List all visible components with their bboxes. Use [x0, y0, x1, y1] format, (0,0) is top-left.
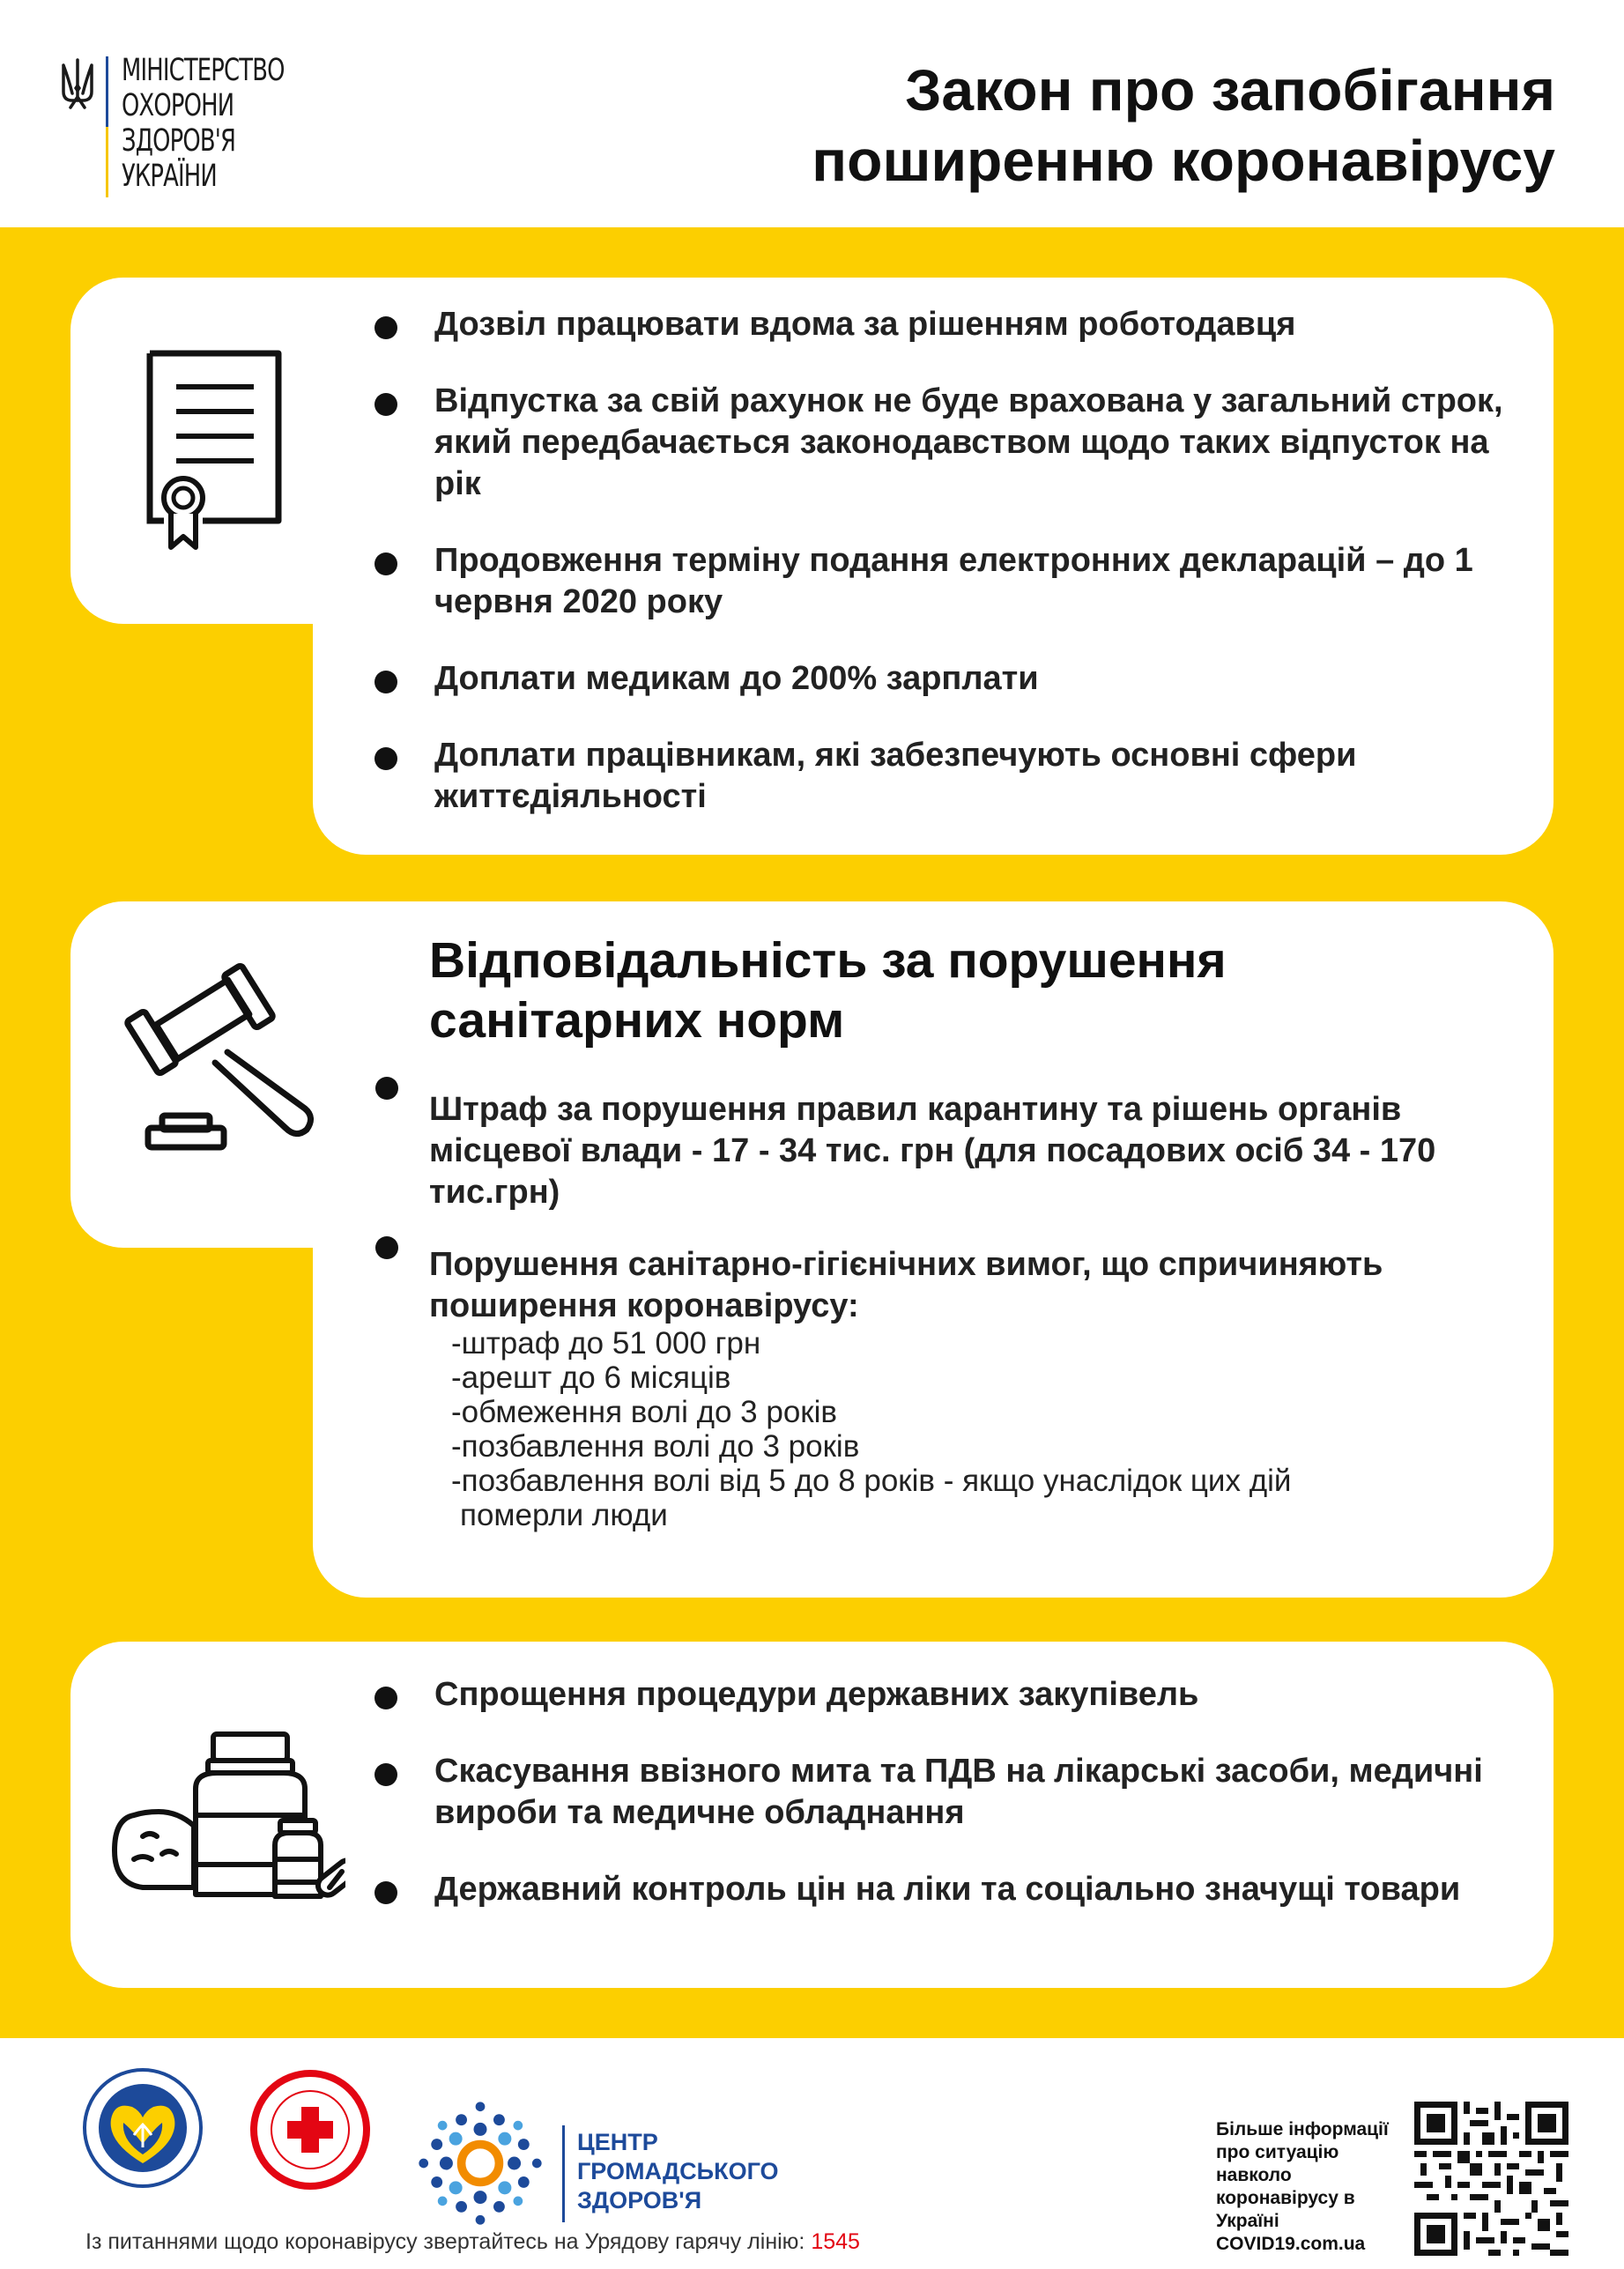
groceries-medicine-icon [108, 1727, 345, 1903]
penalty-item: -позбавлення волі від 5 до 8 років - якщо унаслідок цих дій [451, 1464, 1292, 1498]
hotline-note [85, 2229, 860, 2255]
list-item-text: Відпустка за свій рахунок не буде врахована у загальний строк, який передбачається законодавством щодо таких відпусток на рік [434, 382, 1503, 502]
bullet-icon [375, 1236, 398, 1259]
cgz-divider [562, 2125, 565, 2222]
page-title [812, 55, 1555, 196]
list-item-text: Скасування ввізного мита та ПДВ на лікарські засоби, медичні вироби та медичне обладнання [434, 1753, 1483, 1831]
certificate-document-icon [139, 348, 289, 551]
website-link[interactable]: COVID19.com.ua [1216, 2234, 1366, 2254]
penalty-list [429, 1326, 1522, 1532]
page-header [0, 0, 1624, 227]
list-item-text: Доплати працівникам, які забезпечують основні сфери життєдіяльності [434, 737, 1357, 815]
heading-line: Відповідальність за порушення [429, 932, 1227, 989]
list-item [374, 735, 1520, 818]
ministry-line: УКРАЇНИ [122, 159, 217, 194]
penalty-item: -обмеження волі до 3 років [451, 1395, 837, 1429]
public-health-center-logo-icon [414, 2097, 546, 2229]
list-item [374, 304, 1520, 345]
list-item [374, 658, 1520, 700]
list-item [374, 381, 1520, 505]
bullet-icon [374, 1687, 397, 1709]
ministry-line: МІНІСТЕРСТВО [122, 53, 285, 88]
section-2-heading [429, 931, 1539, 1050]
penalty-item-continuation: померли люди [460, 1498, 668, 1532]
list-item [374, 1674, 1520, 1716]
penalty-item: -штраф до 51 000 грн [451, 1326, 761, 1361]
bullet-icon [374, 1763, 397, 1786]
bullet-icon [374, 552, 397, 575]
ministry-name [122, 53, 320, 194]
bullet-icon [375, 1077, 398, 1100]
public-health-center-name [577, 2128, 779, 2215]
hotline-number[interactable]: 1545 [811, 2229, 860, 2254]
section-2-item-2 [429, 1244, 1522, 1327]
section-1-list [374, 304, 1520, 818]
red-cross-logo-icon [248, 2062, 372, 2194]
qr-code-icon[interactable] [1414, 2102, 1568, 2256]
more-info-block [1216, 2118, 1401, 2256]
list-item [374, 1869, 1520, 1910]
section-2-content [429, 931, 1539, 1050]
list-item-text: Продовження терміну подання електронних декларацій – до 1 червня 2020 року [434, 542, 1473, 620]
penalty-item: -позбавлення волі до 3 років [451, 1429, 860, 1464]
hotline-text: Із питаннями щодо коронавірусу звертайтесь на Урядову гарячу лінію: [85, 2229, 812, 2254]
list-item-text: Доплати медикам до 200% зарплати [434, 660, 1039, 697]
list-item-text: Штраф за порушення правил карантину та рішень органів місцевої влади - 17 - 34 тис. грн (для посадових осіб 34 - 170 тис.грн) [429, 1091, 1436, 1211]
trident-emblem-icon [60, 58, 95, 113]
ministry-flag-bar [106, 56, 108, 197]
cgz-line: ГРОМАДСЬКОГО [577, 2158, 779, 2184]
cgz-line: ЗДОРОВ'Я [577, 2187, 702, 2213]
title-line-1: Закон про запобігання [905, 57, 1555, 122]
list-item-text: Спрощення процедури державних закупівель [434, 1676, 1199, 1713]
list-item-text: Дозвіл працювати вдома за рішенням роботодавця [434, 306, 1296, 343]
list-item [374, 1751, 1520, 1834]
bullet-icon [374, 393, 397, 416]
bullet-icon [374, 316, 397, 339]
gavel-icon [123, 960, 326, 1163]
cgz-line: ЦЕНТР [577, 2129, 658, 2155]
more-info-text: Більше інформації про ситуацію навколо коронавірусу в Україні [1216, 2119, 1389, 2231]
bullet-icon [374, 747, 397, 770]
heading-line: санітарних норм [429, 992, 845, 1049]
bullet-icon [374, 671, 397, 693]
bullet-icon [374, 1881, 397, 1904]
list-item [374, 540, 1520, 623]
list-item-text: Державний контроль цін на ліки та соціально значущі товари [434, 1871, 1461, 1908]
section-2-item-1 [429, 1089, 1522, 1213]
list-item-text: Порушення санітарно-гігієнічних вимог, що спричиняють поширення коронавірусу: [429, 1246, 1383, 1324]
ministry-line: ЗДОРОВ'Я [122, 123, 236, 159]
title-line-2: поширенню коронавірусу [812, 128, 1555, 193]
penalty-item: -арешт до 6 місяців [451, 1361, 731, 1395]
ministry-line: ОХОРОНИ [122, 88, 234, 123]
section-3-list [374, 1674, 1520, 1910]
volunteer-initiative-logo-icon [81, 2066, 204, 2190]
